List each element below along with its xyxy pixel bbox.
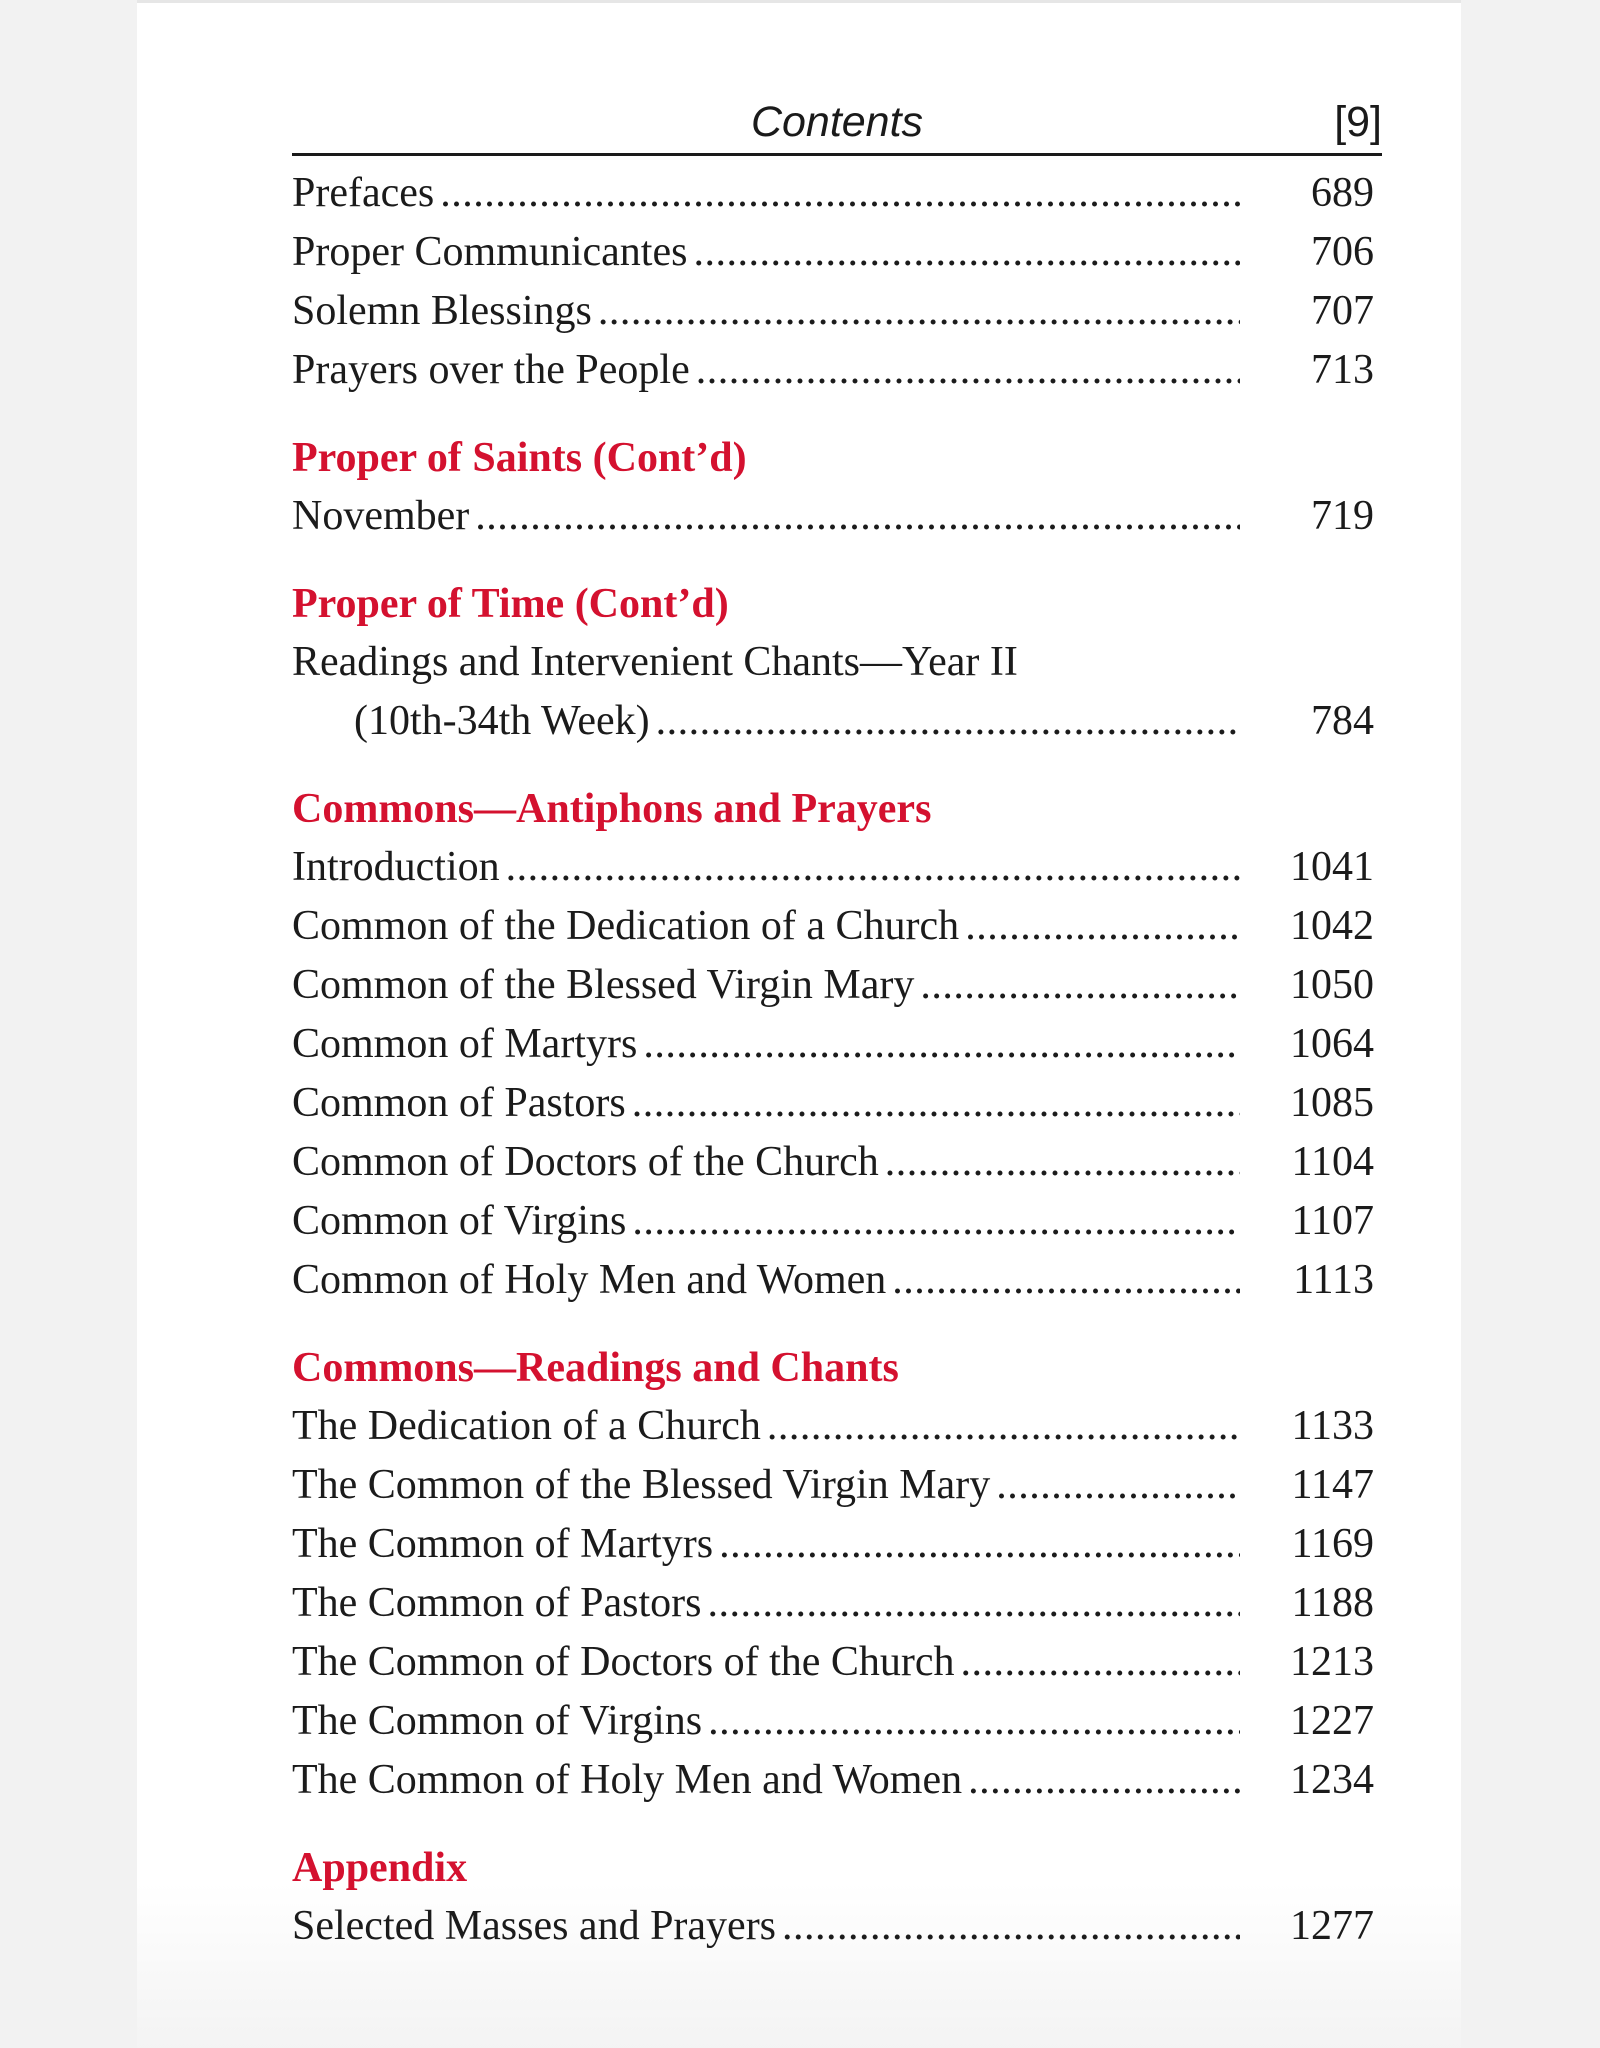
toc-entry-line	[292, 1397, 1240, 1456]
toc-entry-page-number: 713	[1311, 347, 1374, 393]
toc-entry-title: Prefaces	[292, 170, 435, 216]
toc-entry-title: The Dedication of a Church	[292, 1403, 761, 1449]
dot-leader	[440, 164, 1240, 223]
toc-entry[interactable]	[292, 1133, 1382, 1192]
dot-leader	[475, 487, 1240, 546]
toc-entry[interactable]	[292, 897, 1382, 956]
toc-entry-line	[292, 1456, 1240, 1515]
toc-entry[interactable]	[292, 692, 1382, 751]
toc-entry-title: Prayers over the People	[292, 347, 690, 393]
toc-entry[interactable]	[292, 1897, 1382, 1956]
toc-entry-line	[292, 897, 1240, 956]
toc-entry-line	[354, 692, 1240, 751]
dot-leader	[708, 1692, 1240, 1751]
dot-leader	[696, 341, 1240, 400]
toc-section	[292, 164, 1382, 400]
toc-entry-line	[292, 1133, 1240, 1192]
toc-entry-line	[292, 956, 1240, 1015]
toc-entry[interactable]	[292, 1192, 1382, 1251]
toc-section	[292, 780, 1382, 1310]
toc-entry-title: Common of Pastors	[292, 1080, 626, 1126]
toc-entry-title: Solemn Blessings	[292, 288, 592, 334]
toc-entry-line	[292, 1751, 1240, 1810]
toc-entry-title: Common of the Blessed Virgin Mary	[292, 962, 915, 1008]
toc-entry-page-number: 1188	[1291, 1580, 1374, 1626]
section-heading: Proper of Saints (Cont’d)	[292, 435, 747, 481]
toc-section	[292, 1339, 1382, 1810]
dot-leader	[632, 1192, 1240, 1251]
dot-leader	[632, 1074, 1240, 1133]
toc-entry[interactable]	[292, 1074, 1382, 1133]
header-title: Contents	[750, 98, 924, 146]
toc-section	[292, 575, 1382, 751]
dot-leader	[767, 1397, 1240, 1456]
toc-entry-line	[292, 341, 1240, 400]
toc-entry-page-number: 1213	[1290, 1639, 1374, 1685]
toc-entry[interactable]	[292, 1515, 1382, 1574]
toc-entry[interactable]	[292, 1456, 1382, 1515]
toc-entry-title: The Common of Pastors	[292, 1580, 702, 1626]
toc-entry-page-number: 784	[1311, 698, 1374, 744]
toc-entry-page-number: 1104	[1291, 1139, 1374, 1185]
dot-leader	[892, 1251, 1240, 1310]
dot-leader	[782, 1897, 1240, 1956]
dot-leader	[885, 1133, 1240, 1192]
toc-entry-title: The Common of Virgins	[292, 1698, 703, 1744]
toc-entry[interactable]	[292, 838, 1382, 897]
dot-leader	[961, 1633, 1240, 1692]
toc-entry-continuation: (10th-34th Week)	[354, 698, 650, 744]
dot-leader	[656, 692, 1240, 751]
dot-leader	[506, 838, 1240, 897]
toc-entry-page-number: 706	[1311, 229, 1374, 275]
toc-entry-page-number: 1050	[1290, 962, 1374, 1008]
toc-entry[interactable]	[292, 1751, 1382, 1810]
toc-entry-line	[292, 1515, 1240, 1574]
toc-entry-line	[292, 1897, 1240, 1956]
toc-entry-page-number: 689	[1311, 170, 1374, 216]
dot-leader	[719, 1515, 1240, 1574]
dot-leader	[693, 223, 1240, 282]
toc-entry[interactable]	[292, 223, 1382, 282]
toc-entry-title: Common of Doctors of the Church	[292, 1139, 879, 1185]
dot-leader	[965, 897, 1240, 956]
section-heading: Proper of Time (Cont’d)	[292, 581, 729, 627]
toc-entry-line	[292, 164, 1240, 223]
toc-entry-line	[292, 1015, 1240, 1074]
toc-entry-line	[292, 1633, 1240, 1692]
toc-entry-page-number: 1169	[1291, 1521, 1374, 1567]
toc-entry-line	[292, 223, 1240, 282]
section-heading: Appendix	[292, 1845, 468, 1891]
toc-entry-title: The Common of Holy Men and Women	[292, 1757, 963, 1803]
dot-leader	[996, 1456, 1240, 1515]
toc-entry[interactable]	[292, 1251, 1382, 1310]
toc-entry[interactable]	[292, 1397, 1382, 1456]
toc-section	[292, 429, 1382, 546]
toc-entry-page-number: 1107	[1291, 1198, 1374, 1244]
toc-entry-line	[292, 1692, 1240, 1751]
toc-entry[interactable]	[292, 1692, 1382, 1751]
toc-entry-page-number: 1277	[1290, 1903, 1374, 1949]
toc-entry[interactable]	[292, 487, 1382, 546]
toc-entry-line	[292, 1251, 1240, 1310]
toc-entry-page-number: 1085	[1290, 1080, 1374, 1126]
section-heading: Commons—Readings and Chants	[292, 1345, 899, 1391]
toc-section	[292, 1839, 1382, 1956]
toc-entry-page-number: 1041	[1290, 844, 1374, 890]
toc-entry-page-number: 719	[1311, 493, 1374, 539]
book-page	[137, 0, 1461, 2048]
toc-entry[interactable]	[292, 282, 1382, 341]
toc-entry[interactable]	[292, 1633, 1382, 1692]
toc-entry-title: Selected Masses and Prayers	[292, 1903, 777, 1949]
toc-entry-page-number: 1113	[1293, 1257, 1374, 1303]
toc-entry-page-number: 707	[1311, 288, 1374, 334]
toc-entry-title: November	[292, 493, 470, 539]
toc-entry[interactable]	[292, 1574, 1382, 1633]
dot-leader	[643, 1015, 1240, 1074]
toc-entry-line	[292, 282, 1240, 341]
toc-entry[interactable]	[292, 164, 1382, 223]
toc-entry-line	[292, 838, 1240, 897]
dot-leader	[707, 1574, 1240, 1633]
toc-entry-title: Common of Virgins	[292, 1198, 627, 1244]
toc-entry-line	[292, 1074, 1240, 1133]
toc-entry[interactable]	[292, 341, 1382, 400]
toc-entry-title: The Common of Doctors of the Church	[292, 1639, 955, 1685]
toc-entry[interactable]	[292, 1015, 1382, 1074]
toc-entry-page-number: 1133	[1291, 1403, 1374, 1449]
table-of-contents	[292, 95, 1382, 1956]
header-page-number: [9]	[1334, 98, 1382, 146]
toc-entry-title: Readings and Intervenient Chants—Year II	[292, 639, 1018, 685]
toc-entry-page-number: 1147	[1291, 1462, 1374, 1508]
toc-entry-line	[292, 1192, 1240, 1251]
toc-entry-title: The Common of the Blessed Virgin Mary	[292, 1462, 991, 1508]
dot-leader	[968, 1751, 1240, 1810]
toc-entry-title: Introduction	[292, 844, 500, 890]
toc-entry-title: Common of Holy Men and Women	[292, 1257, 887, 1303]
toc-entry-page-number: 1042	[1290, 903, 1374, 949]
section-heading: Commons—Antiphons and Prayers	[292, 786, 932, 832]
toc-entry-title: Common of Martyrs	[292, 1021, 638, 1067]
toc-entry-page-number: 1234	[1290, 1757, 1374, 1803]
toc-entry-title: Common of the Dedication of a Church	[292, 903, 960, 949]
dot-leader	[920, 956, 1240, 1015]
dot-leader	[598, 282, 1240, 341]
toc-sections	[292, 156, 1382, 1956]
toc-entry[interactable]	[292, 956, 1382, 1015]
toc-entry-line	[292, 1574, 1240, 1633]
toc-entry-title: The Common of Martyrs	[292, 1521, 714, 1567]
toc-entry-title: Proper Communicantes	[292, 229, 688, 275]
toc-entry-page-number: 1227	[1290, 1698, 1374, 1744]
toc-entry-line	[292, 487, 1240, 546]
toc-entry-page-number: 1064	[1290, 1021, 1374, 1067]
running-header	[292, 95, 1382, 156]
